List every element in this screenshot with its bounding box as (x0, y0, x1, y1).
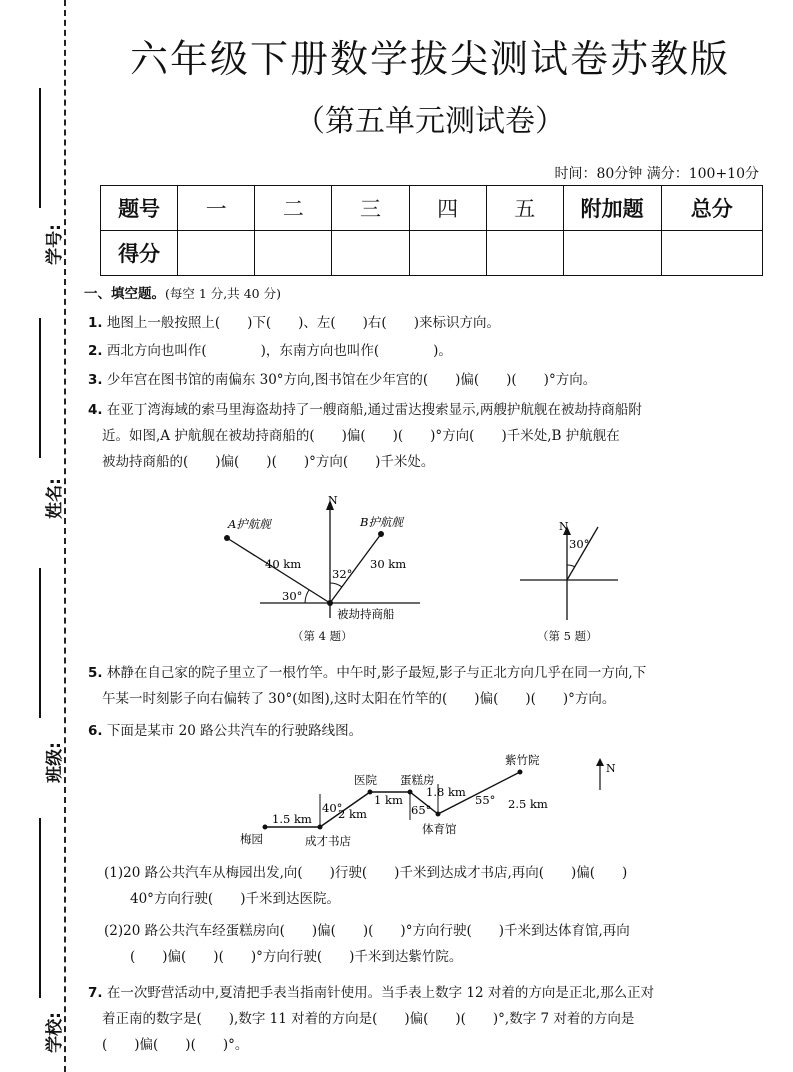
score-cell[interactable] (486, 231, 563, 276)
score-cell[interactable] (661, 231, 763, 276)
question-text: 少年宫在图书馆的南偏东 30°方向,图书馆在少年宫的( )偏( )( )°方向。 (106, 372, 597, 388)
angle-2: 65° (411, 803, 432, 817)
table-cell: 得分 (101, 231, 178, 276)
shadow-ray (567, 527, 598, 580)
distance-5: 2.5 km (508, 797, 548, 811)
question-text: 地图上一般按照上( )下( )、左( )右( )来标识方向。 (106, 315, 500, 331)
stop-chengcai: 成才书店 (305, 834, 351, 848)
ship-center-dot (327, 600, 333, 606)
table-row (101, 231, 763, 276)
question-number: 7. (88, 985, 103, 1001)
stop-dangao: 蛋糕房 (400, 773, 435, 787)
score-cell[interactable] (409, 231, 486, 276)
question-text: 午某一时刻影子向右偏转了 30°(如图),这时太阳在竹竿的( )偏( )( )°方向。 (102, 691, 616, 707)
question-text: ( )偏( )( )°方向行驶( )千米到达紫竹院。 (130, 949, 463, 965)
angle-arc-a (305, 590, 309, 603)
score-cell[interactable] (178, 231, 255, 276)
score-cell[interactable] (255, 231, 332, 276)
stop-zizhu: 紫竹院 (505, 753, 540, 767)
figure-6-route-map (230, 752, 630, 852)
figure-5-caption: （第 5 题） (537, 629, 598, 643)
table-cell: 三 (332, 186, 409, 231)
table-cell: 二 (255, 186, 332, 231)
center-label: 被劫持商船 (337, 607, 395, 621)
class-label: 班级: (44, 742, 65, 783)
binding-margin (0, 0, 70, 1072)
question-number: 2. (88, 343, 103, 359)
figure-5-diagram (515, 515, 625, 625)
section-heading (84, 282, 281, 302)
time-info: 时间：80分钟 满分：100+10分 (554, 166, 759, 182)
distance-1: 1.5 km (272, 812, 312, 826)
question-text: 近。如图,A 护航舰在被劫持商船的( )偏( )( )°方向( )千米处,B 护航舰在 (102, 428, 620, 444)
table-cell: 四 (409, 186, 486, 231)
stop-dot (263, 825, 268, 830)
distance-a: 40 km (265, 557, 302, 571)
question-number: 6. (88, 723, 103, 739)
section-title: 一、填空题。 (84, 286, 165, 302)
table-row (101, 186, 763, 231)
question-number: 4. (88, 402, 103, 418)
question-text: 着正南的数字是( ),数字 11 对着的方向是( )偏( )( )°,数字 7 对着的方向是 (102, 1011, 635, 1027)
score-cell[interactable] (563, 231, 661, 276)
ship-b-label: B护航舰 (360, 515, 403, 529)
question-text: (1)20 路公共汽车从梅园出发,向( )行驶( )千米到达成才书店,再向( )偏( ) (104, 865, 628, 881)
ship-a-label: A护航舰 (228, 517, 271, 531)
question-text: 下面是某市 20 路公共汽车的行驶路线图。 (106, 723, 363, 739)
page-subtitle: （第五单元测试卷） (295, 104, 565, 139)
question-text: 在亚丁湾海域的索马里海盗劫持了一艘商船,通过雷达搜索显示,两艘护航舰在被劫持商船附 (106, 402, 642, 418)
question-6-part-1 (104, 860, 768, 912)
question-text: 被劫持商船的( )偏( )( )°方向( )千米处。 (102, 454, 435, 470)
stop-tiyu: 体育馆 (422, 822, 457, 836)
student-id-label: 学号: (44, 224, 65, 265)
distance-2: 2 km (338, 807, 367, 821)
question-text: 西北方向也叫作( )，东南方向也叫作( )。 (106, 343, 452, 359)
distance-4: 1.8 km (426, 785, 466, 799)
figure-4-diagram (210, 488, 450, 628)
page-title: 六年级下册数学拔尖测试卷苏教版 (129, 37, 730, 81)
stop-dot (408, 790, 413, 795)
north-label: N (559, 520, 569, 533)
question-5 (88, 660, 768, 712)
stop-yiyuan: 医院 (354, 773, 377, 787)
question-text: 在一次野营活动中,夏清把手表当指南针使用。当手表上数字 12 对着的方向是正北,那么正对 (106, 985, 655, 1001)
stop-dot (436, 812, 441, 817)
angle-1: 40° (322, 801, 343, 815)
question-7 (88, 980, 768, 1058)
question-4 (88, 397, 768, 475)
score-cell[interactable] (332, 231, 409, 276)
distance-3: 1 km (374, 793, 403, 807)
north-arrow-icon (596, 758, 604, 766)
stop-dot (518, 770, 523, 775)
table-cell: 总分 (661, 186, 763, 231)
question-text: 林静在自己家的院子里立了一根竹竿。中午时,影子最短,影子与正北方向几乎在同一方向,下 (106, 665, 647, 681)
angle-3: 55° (475, 793, 496, 807)
table-cell: 题号 (101, 186, 178, 231)
angle-a-label: 30° (282, 589, 303, 603)
angle-b-label: 32° (332, 567, 353, 581)
stop-dot (318, 825, 323, 830)
school-label: 学校: (44, 1012, 65, 1053)
question-number: 1. (88, 315, 103, 331)
question-6 (88, 718, 768, 744)
name-label: 姓名: (44, 478, 65, 519)
stop-dot (368, 790, 373, 795)
question-1 (88, 310, 768, 336)
stop-meiyuan: 梅园 (240, 832, 263, 846)
question-text: ( )偏( )( )°。 (102, 1037, 249, 1053)
angle-arc-b (330, 583, 342, 587)
figure-4-caption: （第 4 题） (292, 629, 353, 643)
ship-b-dot (378, 531, 384, 537)
section-note: (每空 1 分,共 40 分) (165, 286, 281, 301)
question-6-part-2 (104, 918, 768, 970)
north-label: N (606, 762, 616, 775)
question-text: 40°方向行驶( )千米到达医院。 (130, 891, 340, 907)
angle-arc (567, 565, 575, 567)
question-text: (2)20 路公共汽车经蛋糕房向( )偏( )( )°方向行驶( )千米到达体育馆,再向 (104, 923, 630, 939)
table-cell: 五 (486, 186, 563, 231)
north-label: N (328, 494, 338, 507)
question-3 (88, 367, 768, 393)
cut-line (64, 0, 66, 1072)
score-table (100, 185, 763, 276)
table-cell: 一 (178, 186, 255, 231)
ship-a-dot (224, 535, 230, 541)
table-cell: 附加题 (563, 186, 661, 231)
distance-b: 30 km (370, 557, 407, 571)
angle-label: 30° (569, 537, 590, 551)
question-2 (88, 338, 768, 364)
question-number: 5. (88, 665, 103, 681)
question-number: 3. (88, 372, 103, 388)
